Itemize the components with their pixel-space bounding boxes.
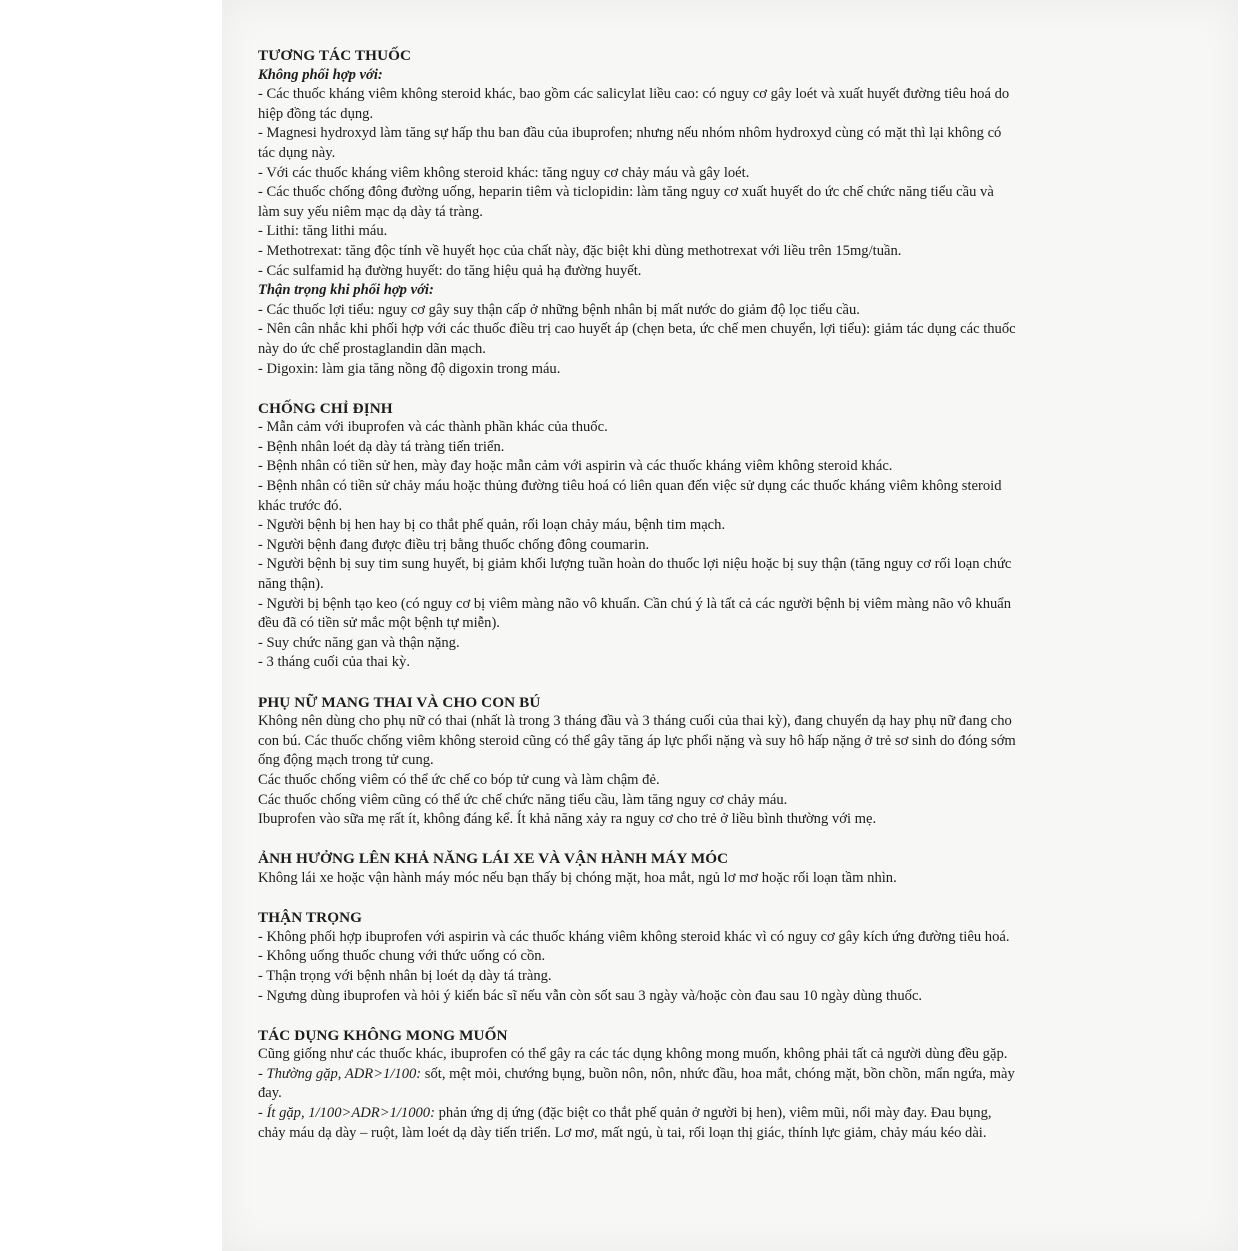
frequency-text: phản ứng dị ứng (đặc biệt co thắt phế quản ở người bị hen), viêm mũi, nổi mày đay. Đau bụng, chảy máu dạ dày – ruột, làm loét dạ dày tiến triển. Lơ mơ, mất ngủ, ù tai, rối loạn thị giác, thính lực giảm, chảy máu kéo dài. [258, 1105, 992, 1141]
list-item: - Bệnh nhân loét dạ dày tá tràng tiến triển. [258, 438, 505, 455]
list-item [258, 1065, 1016, 1104]
list-item: - Không phối hợp ibuprofen với aspirin và các thuốc kháng viêm không steroid khác vì có nguy cơ gây kích ứng đường tiêu hoá. [258, 928, 1010, 945]
paragraph: Ibuprofen vào sữa mẹ rất ít, không đáng kể. Ít khả năng xảy ra nguy cơ cho trẻ ở liều bình thường với mẹ. [258, 811, 877, 828]
list-item: - Methotrexat: tăng độc tính về huyết học của chất này, đặc biệt khi dùng methotrexat với liều trên 15mg/tuần. [258, 242, 902, 259]
paragraph: Các thuốc chống viêm có thể ức chế co bóp tử cung và làm chậm đẻ. [258, 771, 660, 788]
list-item: - Các thuốc kháng viêm không steroid khác, bao gồm các salicylat liều cao: có nguy cơ gây loét và xuất huyết đường tiêu hoá do hiệp đồng tác dụng. [258, 86, 1010, 122]
section-contraindications [258, 399, 1016, 673]
list-item: - Người bệnh bị suy tim sung huyết, bị giảm khối lượng tuần hoàn do thuốc lợi niệu hoặc bị suy thận (tăng nguy cơ rối loạn chức năng thận). [258, 556, 1012, 593]
not-combine-label: Không phối hợp với: [258, 66, 383, 83]
section-pregnancy [258, 693, 1016, 830]
list-item: - 3 tháng cuối của thai kỳ. [258, 654, 410, 671]
list-item: - Người bị bệnh tạo keo (có nguy cơ bị viêm màng não vô khuẩn. Cần chú ý là tất cả các người bệnh bị viêm màng não vô khuẩn đều đã có tiền sử mắc một bệnh tự miễn). [258, 595, 1012, 632]
list-item: - Người bệnh đang được điều trị bằng thuốc chống đông coumarin. [258, 536, 650, 553]
list-item: - Các sulfamid hạ đường huyết: do tăng hiệu quả hạ đường huyết. [258, 262, 642, 279]
paragraph: Các thuốc chống viêm cũng có thể ức chế chức năng tiểu cầu, làm tăng nguy cơ chảy máu. [258, 791, 788, 808]
list-item: - Người bệnh bị hen hay bị co thắt phế quản, rối loạn chảy máu, bệnh tim mạch. [258, 517, 726, 534]
list-item: - Ngưng dùng ibuprofen và hỏi ý kiến bác sĩ nếu vẫn còn sốt sau 3 ngày và/hoặc còn đau sau 10 ngày dùng thuốc. [258, 987, 923, 1004]
section-adverse-effects [258, 1026, 1016, 1144]
paragraph: Cũng giống như các thuốc khác, ibuprofen có thể gây ra các tác dụng không mong muốn, không phải tất cả người dùng đều gặp. [258, 1046, 1008, 1063]
heading-driving: ẢNH HƯỞNG LÊN KHẢ NĂNG LÁI XE VÀ VẬN HÀNH MÁY MÓC [258, 850, 729, 868]
paragraph: Không nên dùng cho phụ nữ có thai (nhất là trong 3 tháng đầu và 3 tháng cuối của thai kỳ), đang chuyển dạ hay phụ nữ đang cho con bú. Các thuốc chống viêm không steroid cũng có thể gây tăng áp lực phổi nặng và suy hô hấp nặng ở trẻ sơ sinh do đóng sớm ống động mạch trong tử cung. [258, 713, 1016, 769]
list-item: - Digoxin: làm gia tăng nồng độ digoxin trong máu. [258, 360, 561, 377]
frequency-label: - Ít gặp, 1/100>ADR>1/1000: [258, 1105, 435, 1122]
list-item: - Các thuốc chống đông đường uống, heparin tiêm và ticlopidin: làm tăng nguy cơ xuất huyết do ức chế chức năng tiểu cầu và làm suy yếu niêm mạc dạ dày tá tràng. [258, 184, 994, 220]
section-precautions [258, 908, 1016, 1006]
list-item [258, 1104, 1016, 1143]
list-item: - Các thuốc lợi tiểu: nguy cơ gây suy thận cấp ở những bệnh nhân bị mất nước do giảm độ lọc tiểu cầu. [258, 301, 860, 318]
list-item: - Bệnh nhân có tiền sử hen, mày đay hoặc mẫn cảm với aspirin và các thuốc kháng viêm không steroid khác. [258, 458, 893, 475]
section-driving [258, 849, 1016, 888]
heading-adverse-effects: TÁC DỤNG KHÔNG MONG MUỐN [258, 1026, 508, 1044]
list-item: - Không uống thuốc chung với thức uống có cồn. [258, 948, 546, 965]
list-item: - Với các thuốc kháng viêm không steroid khác: tăng nguy cơ chảy máu và gây loét. [258, 164, 750, 181]
list-item: - Nên cân nhắc khi phối hợp với các thuốc điều trị cao huyết áp (chẹn beta, ức chế men chuyển, lợi tiểu): giảm tác dụng các thuốc này do ức chế prostaglandin dãn mạch. [258, 321, 1016, 357]
paragraph: Không lái xe hoặc vận hành máy móc nếu bạn thấy bị chóng mặt, hoa mắt, ngủ lơ mơ hoặc rối loạn tầm nhìn. [258, 869, 897, 886]
list-item: - Magnesi hydroxyd làm tăng sự hấp thu ban đầu của ibuprofen; nhưng nếu nhóm nhôm hydroxyd cùng có mặt thì lại không có tác dụng này. [258, 125, 1002, 161]
list-item: - Bệnh nhân có tiền sử chảy máu hoặc thủng đường tiêu hoá có liên quan đến việc sử dụng các thuốc kháng viêm không steroid khác trước đó. [258, 478, 1002, 514]
list-item: - Lithi: tăng lithi máu. [258, 223, 388, 240]
leaflet-content [258, 46, 1016, 1143]
list-item: - Mẫn cảm với ibuprofen và các thành phần khác của thuốc. [258, 419, 608, 436]
caution-combine-label: Thận trọng khi phối hợp với: [258, 282, 434, 299]
heading-pregnancy: PHỤ NỮ MANG THAI VÀ CHO CON BÚ [258, 693, 541, 711]
list-item: - Thận trọng với bệnh nhân bị loét dạ dày tá tràng. [258, 967, 552, 984]
section-interactions [258, 46, 1016, 379]
list-item: - Suy chức năng gan và thận nặng. [258, 634, 460, 651]
frequency-text: sốt, mệt mỏi, chướng bụng, buồn nôn, nôn, nhức đầu, hoa mắt, chóng mặt, bồn chồn, mẩn ngứa, mày đay. [258, 1065, 1015, 1102]
heading-interactions: TƯƠNG TÁC THUỐC [258, 47, 412, 64]
frequency-label: - Thường gặp, ADR>1/100: [258, 1065, 422, 1082]
heading-precautions: THẬN TRỌNG [258, 909, 363, 927]
heading-contraindications: CHỐNG CHỈ ĐỊNH [258, 399, 393, 417]
